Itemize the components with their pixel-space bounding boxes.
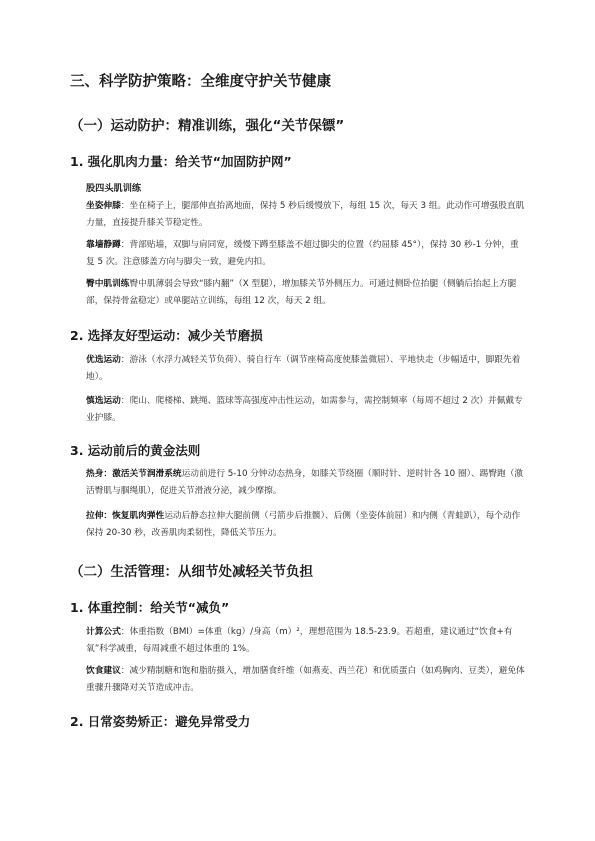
paragraph-label: 坐姿伸膝 bbox=[86, 201, 121, 211]
paragraph-text: ：体重指数（BMI）=体重（kg）/身高（m）²，理想范围为 18.5-23.9。若超重，建议通过“饮食+有氧”科学减重，每周减重不超过体重的 1%。 bbox=[86, 627, 513, 654]
paragraph-label: 靠墙静蹲 bbox=[86, 240, 121, 250]
section1-title: （一）运动防护：精准训练，强化“关节保镖” bbox=[70, 118, 345, 134]
heading-main: 三、科学防护策略：全维度守护关节健康 bbox=[70, 74, 331, 90]
paragraph-text: ：爬山、爬楼梯、跳绳、篮球等高强度冲击性运动，如需参与，需控制频率（每周不超过 2 次）并佩戴专业护膝。 bbox=[86, 396, 523, 423]
section1-sub1-title: 1. 强化肌肉力量：给关节“加固防护网” bbox=[70, 154, 292, 169]
paragraph-text: ：游泳（水浮力减轻关节负荷）、骑自行车（调节座椅高度使膝盖微屈）、平地快走（步幅适中，脚跟先着地）。 bbox=[86, 355, 521, 382]
section2-sub2-title: 2. 日常姿势矫正：避免异常受力 bbox=[70, 714, 251, 729]
paragraph-seated-knee-extension bbox=[86, 198, 526, 232]
section2-sub1-title: 1. 体重控制：给关节“减负” bbox=[70, 600, 230, 615]
paragraph-text: ：减少精制糖和饱和脂肪摄入，增加膳食纤维（如燕麦、西兰花）和优质蛋白（如鸡胸肉、豆类），避免体重骤升骤降对关节造成冲击。 bbox=[86, 666, 525, 693]
paragraph-cautious-sports bbox=[86, 393, 526, 427]
section2-title: （二）生活管理：从细节处减轻关节负担 bbox=[70, 564, 313, 580]
paragraph-label: 计算公式 bbox=[86, 627, 121, 637]
section1-sub2-title: 2. 选择友好型运动：减少关节磨损 bbox=[70, 328, 263, 343]
paragraph-text: 臀中肌薄弱会导致“膝内翻”（X 型腿），增加膝关节外侧压力。可通过侧卧位抬腿（侧躺后抬起上方腿部，保持骨盆稳定）或单腿站立训练，每组 12 次，每天 2 组。 bbox=[86, 279, 517, 306]
paragraph-label: 热身：激活关节润滑系统 bbox=[86, 469, 182, 479]
paragraph-bmi-formula bbox=[86, 624, 526, 658]
paragraph-label: 优选运动 bbox=[86, 355, 121, 365]
paragraph-diet-advice bbox=[86, 663, 526, 697]
paragraph-preferred-sports bbox=[86, 352, 526, 386]
paragraph-warm-up bbox=[86, 466, 526, 500]
paragraph-label: 臀中肌训练 bbox=[86, 279, 130, 289]
paragraph-gluteus-medius bbox=[86, 276, 526, 310]
paragraph-stretching bbox=[86, 508, 526, 542]
section1-sub3-title: 3. 运动前后的黄金法则 bbox=[70, 443, 201, 458]
paragraph-text: ：背部贴墙，双脚与肩同宽，缓慢下蹲至膝盖不超过脚尖的位置（约屈膝 45°），保持 30 秒-1 分钟，重复 5 次。注意膝盖方向与脚尖一致，避免内扣。 bbox=[86, 240, 519, 267]
paragraph-label: 慎选运动 bbox=[86, 396, 121, 406]
paragraph-label: 拉伸：恢复肌肉弹性 bbox=[86, 511, 165, 521]
paragraph-text: ：坐在椅子上，腿部伸直抬离地面，保持 5 秒后缓慢放下，每组 15 次，每天 3 组。此动作可增强股直肌力量，直接提升膝关节稳定性。 bbox=[86, 201, 525, 228]
paragraph-wall-squat bbox=[86, 237, 526, 271]
paragraph-text: 运动前进行 5-10 分钟动态热身，如膝关节绕圈（顺时针、逆时针各 10 圈）、踢臀跑（激活臀肌与腘绳肌），促进关节滑液分泌，减少摩擦。 bbox=[86, 469, 524, 496]
paragraph-text: 运动后静态拉伸大腿前侧（弓箭步后推髋）、后侧（坐姿体前屈）和内侧（青蛙趴），每个动作保持 20-30 秒，改善肌肉柔韧性，降低关节压力。 bbox=[86, 511, 521, 538]
section1-sub1-minor-heading: 股四头肌训练 bbox=[86, 183, 142, 194]
paragraph-label: 饮食建议 bbox=[86, 666, 121, 676]
